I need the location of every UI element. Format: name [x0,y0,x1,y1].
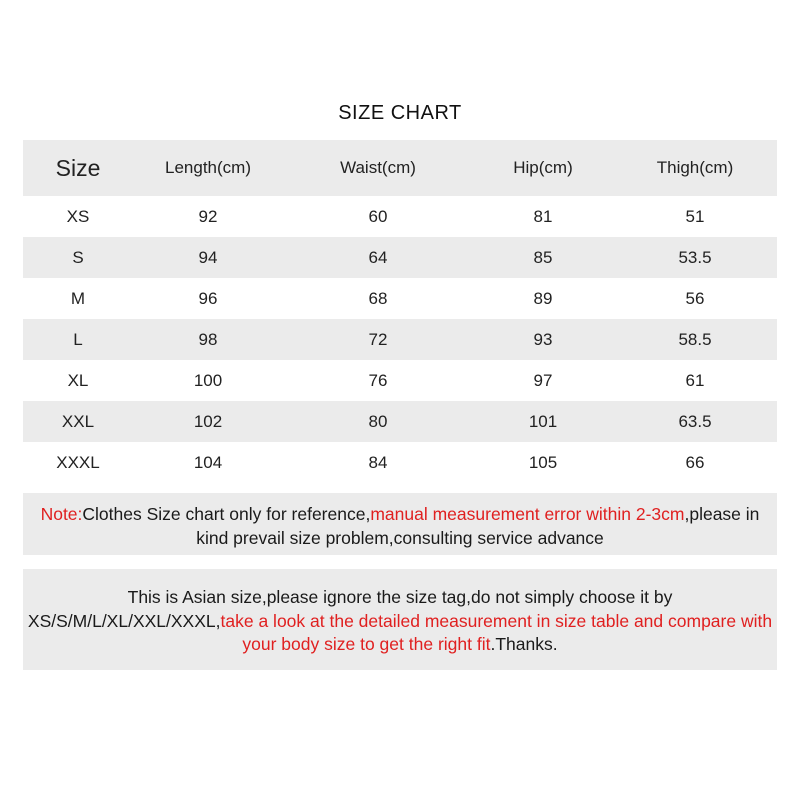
table-header-row [23,140,777,196]
cell-waist: 72 [368,329,388,349]
cell-thigh: 53.5 [678,247,712,267]
asian-size-notice [23,569,777,670]
cell-size: XS [66,206,90,226]
cell-hip: 81 [533,206,553,226]
table-row [23,319,777,360]
cell-hip: 101 [528,411,558,431]
cell-hip: 85 [533,247,553,267]
cell-waist: 76 [368,370,388,390]
note-warning: manual measurement error within 2-3cm [370,504,685,524]
cell-thigh: 66 [685,452,705,472]
header-length: Length(cm) [165,158,251,177]
cell-size: M [70,288,86,308]
cell-length: 102 [193,411,223,431]
cell-thigh: 63.5 [678,411,712,431]
cell-thigh: 51 [685,206,705,226]
cell-thigh: 58.5 [678,329,712,349]
page-title: SIZE CHART [338,102,462,124]
asian-notice-text: This is Asian size,please ignore the size tag,do not simply choose it by XS/S/M/L/XL/XXL/XXXL, [27,587,673,631]
cell-thigh: 56 [685,288,705,308]
header-waist: Waist(cm) [340,158,416,177]
cell-length: 96 [198,288,218,308]
cell-waist: 84 [368,452,388,472]
cell-hip: 105 [528,452,558,472]
asian-notice-highlight: take a look at the detailed measurement in size table and compare with your body size to get the right fit [220,610,773,654]
cell-size: S [72,247,84,267]
header-thigh: Thigh(cm) [656,158,734,177]
cell-waist: 80 [368,411,388,431]
cell-length: 104 [193,452,223,472]
cell-thigh: 61 [685,370,705,390]
cell-length: 92 [198,206,218,226]
header-size: Size [55,154,101,181]
table-row [23,360,777,401]
cell-length: 100 [193,370,223,390]
cell-size: XXL [61,411,95,431]
cell-hip: 97 [533,370,553,390]
note-text: Clothes Size chart only for reference, [82,504,371,524]
size-chart-table [23,140,777,483]
table-row [23,196,777,237]
table-row [23,442,777,483]
cell-size: L [73,329,83,349]
cell-waist: 60 [368,206,388,226]
disclaimer-note [23,493,777,555]
note-text-end: ,please in kind prevail size problem,consulting service advance [196,504,760,548]
cell-size: XXXL [56,452,100,472]
cell-hip: 89 [533,288,553,308]
cell-hip: 93 [533,329,553,349]
table-row [23,278,777,319]
table-row [23,237,777,278]
note-prefix: Note: [40,504,83,524]
cell-waist: 68 [368,288,388,308]
table-row [23,401,777,442]
cell-size: XL [67,370,89,390]
cell-waist: 64 [368,247,388,267]
header-hip: Hip(cm) [513,158,573,177]
cell-length: 94 [198,247,218,267]
asian-notice-end: .Thanks. [490,634,558,654]
cell-length: 98 [198,329,218,349]
